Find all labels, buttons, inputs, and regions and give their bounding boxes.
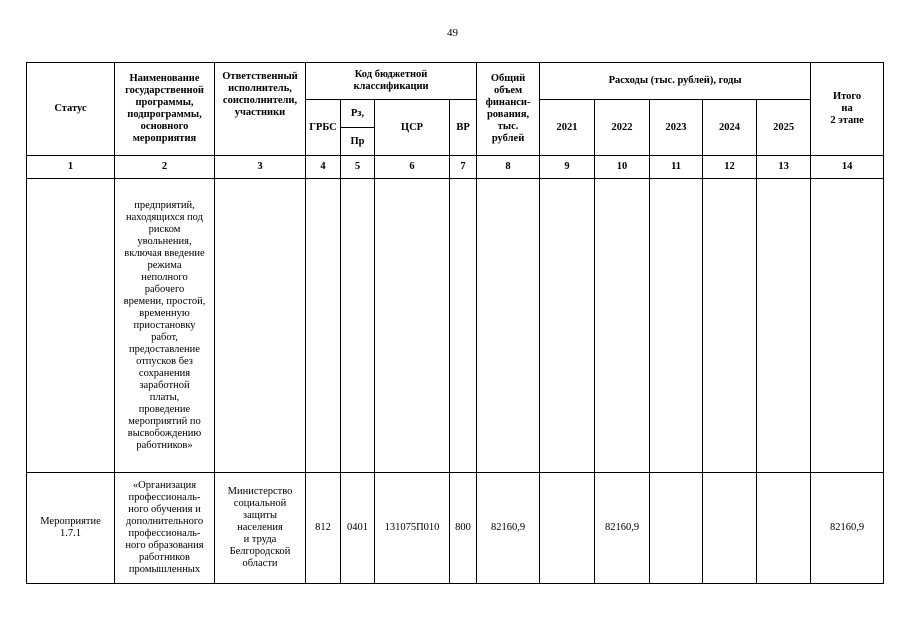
column-number: 9 — [540, 156, 595, 179]
header-csr: ЦСР — [375, 100, 450, 156]
column-number: 4 — [306, 156, 341, 179]
cell-responsible — [215, 179, 306, 473]
cell-2021 — [540, 179, 595, 473]
cell-csr — [375, 179, 450, 473]
header-year-2021: 2021 — [540, 100, 595, 156]
cell-status — [27, 179, 115, 473]
column-number: 5 — [341, 156, 375, 179]
column-number: 6 — [375, 156, 450, 179]
cell-2023 — [650, 179, 703, 473]
cell-rzpr: 0401 — [341, 473, 375, 584]
cell-total-stage2 — [811, 179, 884, 473]
header-pr: Пр — [341, 128, 375, 156]
cell-2025 — [757, 473, 811, 584]
cell-name: предприятий, находящихся под риском увольнения, включая введение режима неполного рабочего времени, простой, временную приостановку работ, предоставление отпусков без сохранения заработной платы, проведение мероприятий по высвобождению работников» — [115, 179, 215, 473]
header-year-2022: 2022 — [595, 100, 650, 156]
column-number: 8 — [477, 156, 540, 179]
cell-2025 — [757, 179, 811, 473]
cell-responsible: Министерство социальной защиты населения и труда Белгородской области — [215, 473, 306, 584]
header-name: Наименование государственной программы, подпрограммы, основного мероприятия — [115, 63, 215, 156]
cell-2024 — [703, 473, 757, 584]
header-year-2024: 2024 — [703, 100, 757, 156]
cell-csr: 131075П010 — [375, 473, 450, 584]
cell-total — [477, 179, 540, 473]
header-row-1 — [27, 63, 884, 100]
cell-vr: 800 — [450, 473, 477, 584]
cell-2021 — [540, 473, 595, 584]
column-number: 1 — [27, 156, 115, 179]
header-responsible: Ответственный исполнитель, соисполнители, участники — [215, 63, 306, 156]
column-number: 2 — [115, 156, 215, 179]
budget-table — [26, 62, 884, 584]
header-total-volume: Общий объем финанси- рования, тыс. рублей — [477, 63, 540, 156]
cell-grbs: 812 — [306, 473, 341, 584]
column-number: 3 — [215, 156, 306, 179]
table-row-measure-1-7-1 — [27, 473, 884, 584]
cell-2023 — [650, 473, 703, 584]
column-number-row — [27, 156, 884, 179]
cell-grbs — [306, 179, 341, 473]
column-number: 7 — [450, 156, 477, 179]
header-budget-code: Код бюджетной классификации — [306, 63, 477, 100]
cell-status: Мероприятие 1.7.1 — [27, 473, 115, 584]
header-grbs: ГРБС — [306, 100, 341, 156]
cell-2022 — [595, 179, 650, 473]
header-status: Статус — [27, 63, 115, 156]
table-row-continuation — [27, 179, 884, 473]
header-year-2025: 2025 — [757, 100, 811, 156]
header-year-2023: 2023 — [650, 100, 703, 156]
header-expenses: Расходы (тыс. рублей), годы — [540, 63, 811, 100]
column-number: 12 — [703, 156, 757, 179]
header-total-stage2: Итого на 2 этапе — [811, 63, 884, 156]
header-vr: ВР — [450, 100, 477, 156]
cell-total: 82160,9 — [477, 473, 540, 584]
cell-vr — [450, 179, 477, 473]
column-number: 11 — [650, 156, 703, 179]
column-number: 10 — [595, 156, 650, 179]
cell-rzpr — [341, 179, 375, 473]
column-number: 13 — [757, 156, 811, 179]
cell-2024 — [703, 179, 757, 473]
header-rz: Рз, — [341, 100, 375, 128]
page-number: 49 — [447, 27, 458, 39]
cell-2022: 82160,9 — [595, 473, 650, 584]
column-number: 14 — [811, 156, 884, 179]
cell-name: «Организация профессиональ- ного обучения и дополнительного профессиональ- ного образования работников промышленных — [115, 473, 215, 584]
cell-total-stage2: 82160,9 — [811, 473, 884, 584]
